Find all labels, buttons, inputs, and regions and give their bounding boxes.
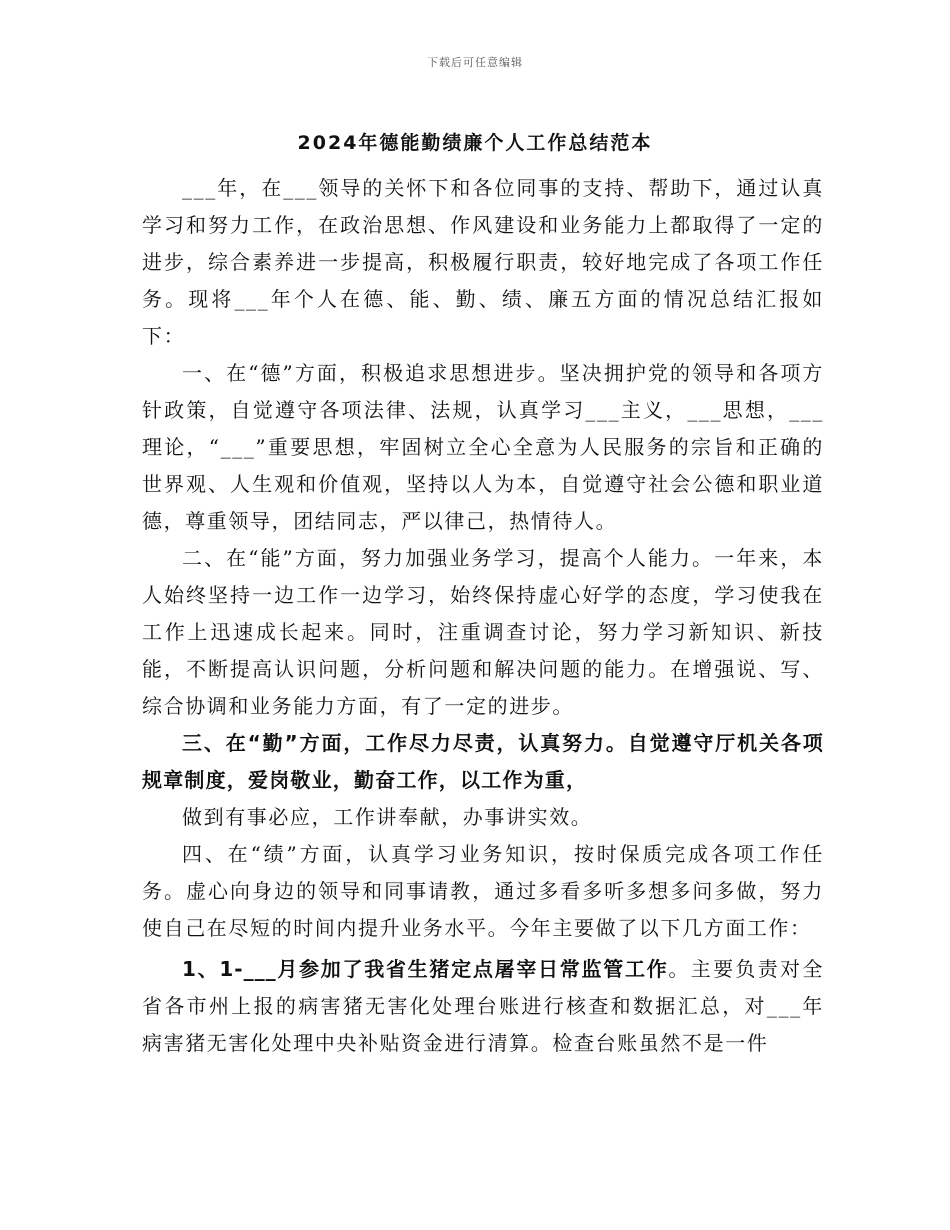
paragraph-item-1: [142, 951, 824, 1062]
item-1-text: 。主要负责对全省各市州上报的病害猪无害化处理台账进行核查和数据汇总，对___年病害猪无害化处理中央补贴资金进行清算。检查台账虽然不是一件: [142, 957, 824, 1055]
document-body: [142, 170, 824, 1062]
header-note: 下载后可任意编辑: [427, 56, 523, 69]
paragraph-neng: 二、在“能”方面，努力加强业务学习，提高个人能力。一年来，本人始终坚持一边工作一边学习，始终保持虚心好学的态度，学习使我在工作上迅速成长起来。同时，注重调查讨论，努力学习新知识、新技能，不断提高认识问题，分析问题和解决问题的能力。在增强说、写、综合协调和业务能力方面，有了一定的进步。: [142, 546, 824, 718]
paragraph-qin-bold: 三、在“勤”方面，工作尽力尽责，认真努力。自觉遵守厅机关各项规章制度，爱岗敬业，勤奋工作，以工作为重，: [142, 731, 824, 792]
paragraph-de: 一、在“德”方面，积极追求思想进步。坚决拥护党的领导和各项方针政策，自觉遵守各项法律、法规，认真学习___主义，___思想，___理论，“___”重要思想，牢固树立全心全意为人民服务的宗旨和正确的世界观、人生观和价值观，坚持以人为本，自觉遵守社会公德和职业道德，尊重领导，团结同志，严以律己，热情待人。: [142, 361, 824, 533]
paragraph-ji: 四、在“绩”方面，认真学习业务知识，按时保质完成各项工作任务。虚心向身边的领导和同事请教，通过多看多听多想多问多做，努力使自己在尽短的时间内提升业务水平。今年主要做了以下几方面工作：: [142, 842, 824, 940]
paragraph-intro: ___年，在___领导的关怀下和各位同事的支持、帮助下，通过认真学习和努力工作，在政治思想、作风建设和业务能力上都取得了一定的进步，综合素养进一步提高，积极履行职责，较好地完成了各项工作任务。现将___年个人在德、能、勤、绩、廉五方面的情况总结汇报如下：: [142, 176, 824, 348]
document-title: 2024年德能勤绩廉个人工作总结范本: [297, 132, 653, 154]
paragraph-qin-rest: 做到有事必应，工作讲奉献，办事讲实效。: [182, 805, 593, 829]
item-1-heading: 1、1-___月参加了我省生猪定点屠宰日常监管工作: [182, 957, 669, 981]
